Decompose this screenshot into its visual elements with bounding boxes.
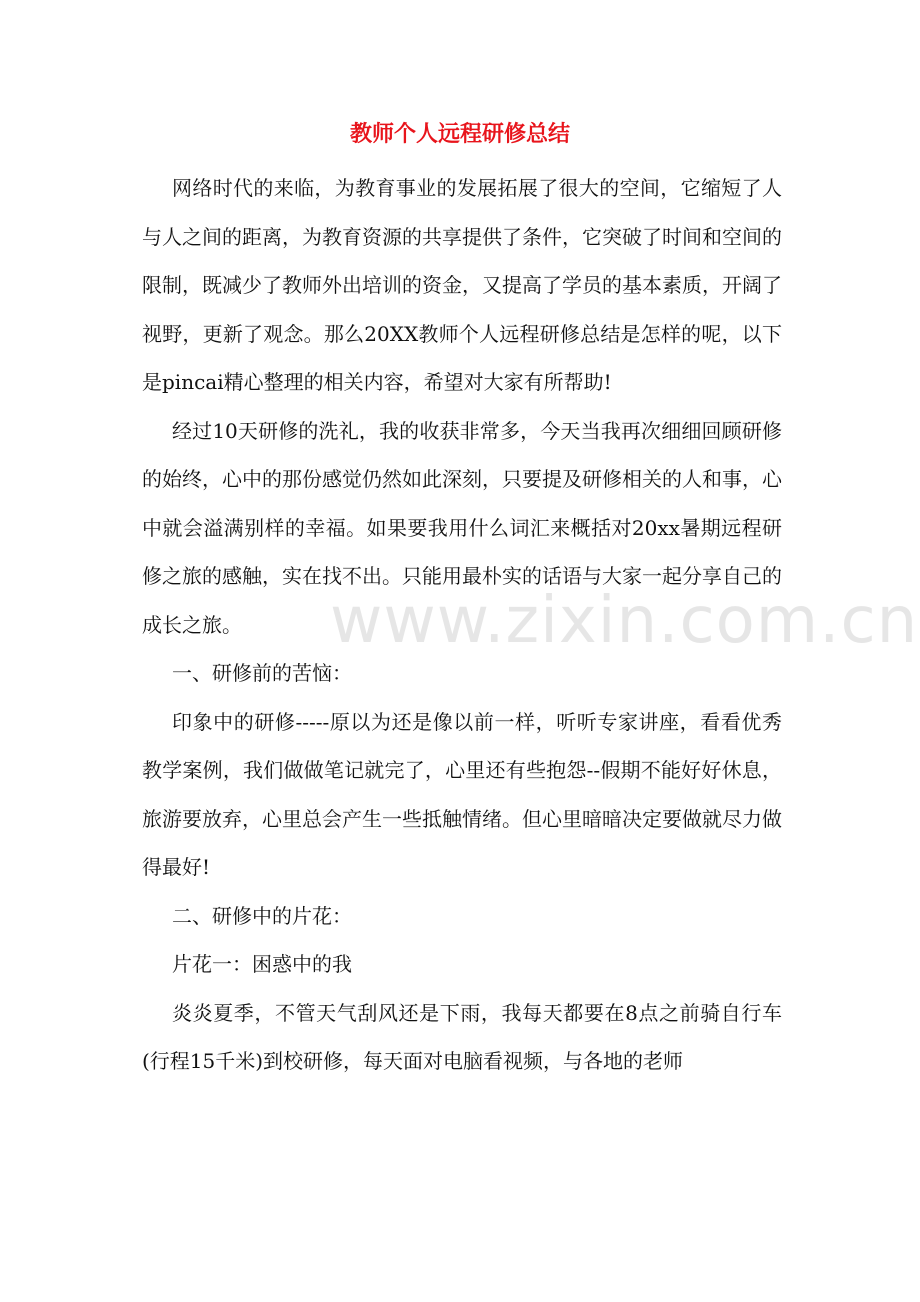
summer-paragraph: 炎炎夏季，不管天气刮风还是下雨，我每天都要在8点之前骑自行车(行程15千米)到校研修，每天面对电脑看视频，与各地的老师 xyxy=(142,1000,782,1073)
site-watermark: www.zixin.com.cn xyxy=(330,584,919,658)
reflection-paragraph: 经过10天研修的洗礼，我的收获非常多，今天当我再次细细回顾研修的始终，心中的那份感觉仍然如此深刻，只要提及研修相关的人和事，心中就会溢满别样的幸福。如果要我用什么词汇来概括对20xx暑期远程研修之旅的感触，实在找不出。只能用最朴实的话语与大家一起分享自己的成长之旅。 xyxy=(142,418,782,637)
document-title: 教师个人远程研修总结 xyxy=(349,121,570,147)
subheading-highlight-one: 片花一：困惑中的我 xyxy=(172,952,352,976)
intro-paragraph: 网络时代的来临，为教育事业的发展拓展了很大的空间，它缩短了人与人之间的距离，为教育资源的共享提供了条件，它突破了时间和空间的限制，既减少了教师外出培训的资金，又提高了学员的基本素质，开阔了视野，更新了观念。那么20XX教师个人远程研修总结是怎样的呢，以下是pincai精心整理的相关内容，希望对大家有所帮助! xyxy=(142,176,782,394)
before-paragraph: 印象中的研修-----原以为还是像以前一样，听听专家讲座，看看优秀教学案例，我们做做笔记就完了，心里还有些抱怨--假期不能好好休息，旅游要放弃，心里总会产生一些抵触情绪。但心里暗暗决定要做就尽力做得最好! xyxy=(142,709,782,879)
document-body xyxy=(142,164,782,1086)
section-heading-before: 一、研修前的苦恼： xyxy=(172,661,352,685)
section-heading-during: 二、研修中的片花： xyxy=(172,903,352,928)
